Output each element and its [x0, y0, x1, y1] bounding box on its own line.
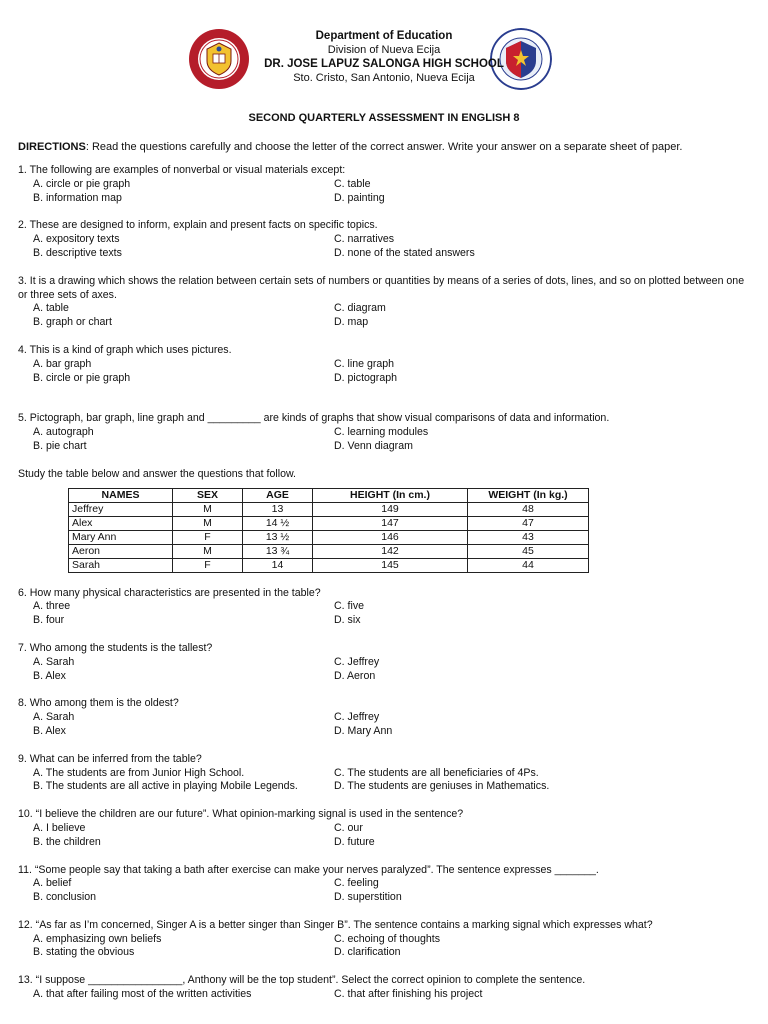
answer-option: A. I believe — [33, 821, 86, 834]
answer-options — [18, 302, 753, 330]
question-item — [18, 642, 753, 683]
table-row — [69, 544, 589, 558]
answer-option: C. line graph — [334, 357, 395, 370]
answer-options — [18, 933, 753, 961]
question-stem: 8. Who among them is the oldest? — [18, 697, 179, 710]
student-table — [68, 488, 589, 573]
answer-option: A. Sarah — [33, 655, 75, 668]
table-header-cell: AGE — [243, 488, 313, 502]
answer-option: B. circle or pie graph — [33, 371, 131, 384]
table-cell: Mary Ann — [69, 530, 173, 544]
table-row — [69, 502, 589, 516]
answer-option: C. feeling — [334, 877, 379, 890]
answer-option: D. clarification — [334, 946, 401, 959]
table-cell: 14 ½ — [243, 516, 313, 530]
question-stem: 4. This is a kind of graph which uses pictures. — [18, 343, 232, 356]
table-cell: Alex — [69, 516, 173, 530]
table-row — [69, 516, 589, 530]
table-body — [69, 502, 589, 572]
answer-options — [18, 426, 753, 454]
division-name: Division of Nueva Ecija — [327, 44, 441, 56]
answer-option: B. pie chart — [33, 439, 87, 452]
table-cell: Sarah — [69, 558, 173, 572]
table-cell: 149 — [313, 502, 468, 516]
answer-option: A. The students are from Junior High School. — [33, 766, 245, 779]
table-header-cell: HEIGHT (In cm.) — [313, 488, 468, 502]
answer-options — [18, 767, 753, 795]
answer-option: A. circle or pie graph — [33, 177, 131, 190]
answer-options — [18, 600, 753, 628]
answer-options — [18, 358, 753, 386]
answer-option: B. Alex — [33, 724, 66, 737]
answer-option: C. diagram — [334, 302, 386, 315]
question-stem: 10. “I believe the children are our future”. What opinion-marking signal is used in the sentence? — [18, 808, 464, 821]
question-stem: 13. “I suppose ________________, Anthony will be the top student”. Select the correct opinion to complete the sentence. — [18, 974, 586, 987]
table-cell: 47 — [468, 516, 589, 530]
question-item — [18, 753, 753, 794]
answer-option: A. three — [33, 600, 71, 613]
answer-option: B. information map — [33, 191, 122, 204]
answer-option: B. conclusion — [33, 891, 97, 904]
answer-options — [18, 988, 753, 1002]
question-item — [18, 275, 753, 330]
page-title: SECOND QUARTERLY ASSESSMENT IN ENGLISH 8 — [248, 112, 520, 124]
answer-option: D. Venn diagram — [334, 439, 413, 452]
answer-option: B. the children — [33, 835, 101, 848]
table-cell: 13 — [243, 502, 313, 516]
letterhead — [0, 28, 768, 88]
table-cell: M — [173, 502, 243, 516]
question-item — [18, 864, 753, 905]
question-item — [18, 697, 753, 738]
table-header-row — [69, 488, 589, 502]
table-header-cell: SEX — [173, 488, 243, 502]
table-cell: F — [173, 558, 243, 572]
answer-options — [18, 822, 753, 850]
answer-option: C. table — [334, 177, 371, 190]
question-stem: 5. Pictograph, bar graph, line graph and _________ are kinds of graphs that show visual comparisons of data and information. — [18, 412, 610, 425]
table-row — [69, 530, 589, 544]
questions-section — [18, 164, 753, 1016]
answer-option: B. graph or chart — [33, 316, 112, 329]
answer-option: A. Sarah — [33, 711, 75, 724]
answer-option: C. Jeffrey — [334, 655, 380, 668]
answer-option: D. Mary Ann — [334, 724, 393, 737]
answer-option: A. that after failing most of the written activities — [33, 988, 252, 1001]
answer-option: D. none of the stated answers — [334, 246, 475, 259]
answer-option: A. table — [33, 302, 69, 315]
study-instruction: Study the table below and answer the questions that follow. — [18, 467, 296, 480]
answer-options — [18, 233, 753, 261]
answer-option: D. six — [334, 614, 361, 627]
answer-option: C. our — [334, 821, 363, 834]
table-cell: F — [173, 530, 243, 544]
question-stem: 3. It is a drawing which shows the relation between certain sets of numbers or quantities by means of a series of dots, lines, and so on plotted between one or three sets of axes. — [18, 274, 745, 301]
question-item — [18, 344, 753, 385]
answer-option: A. emphasizing own beliefs — [33, 932, 162, 945]
answer-option: C. Jeffrey — [334, 711, 380, 724]
answer-option: D. superstition — [334, 891, 402, 904]
questions-group-b — [18, 587, 753, 1002]
directions-text: : Read the questions carefully and choose the letter of the correct answer. Write your answer on a separate sheet of paper. — [85, 141, 683, 153]
table-cell: 48 — [468, 502, 589, 516]
table-cell: Aeron — [69, 544, 173, 558]
directions — [18, 141, 758, 155]
answer-option: B. descriptive texts — [33, 246, 122, 259]
table-cell: 44 — [468, 558, 589, 572]
table-cell: M — [173, 516, 243, 530]
school-name: DR. JOSE LAPUZ SALONGA HIGH SCHOOL — [264, 58, 504, 70]
department-name: Department of Education — [315, 30, 453, 42]
answer-option: D. Aeron — [334, 669, 376, 682]
answer-options — [18, 656, 753, 684]
answer-option: C. echoing of thoughts — [334, 932, 441, 945]
question-item — [18, 164, 753, 205]
answer-option: C. five — [334, 600, 365, 613]
answer-option: D. pictograph — [334, 371, 398, 384]
question-item — [18, 587, 753, 628]
table-header-cell: WEIGHT (In kg.) — [468, 488, 589, 502]
answer-option: D. painting — [334, 191, 385, 204]
question-item — [18, 808, 753, 849]
answer-option: D. The students are geniuses in Mathematics. — [334, 780, 550, 793]
question-stem: 9. What can be inferred from the table? — [18, 752, 202, 765]
answer-option: B. four — [33, 614, 65, 627]
answer-options — [18, 877, 753, 905]
table-cell: Jeffrey — [69, 502, 173, 516]
question-stem: 7. Who among the students is the tallest? — [18, 641, 213, 654]
question-stem: 6. How many physical characteristics are presented in the table? — [18, 586, 321, 599]
table-cell: 142 — [313, 544, 468, 558]
question-item — [18, 919, 753, 960]
answer-option: A. bar graph — [33, 357, 92, 370]
answer-option: B. Alex — [33, 669, 66, 682]
table-cell: 146 — [313, 530, 468, 544]
table-header-cell: NAMES — [69, 488, 173, 502]
table-cell: 45 — [468, 544, 589, 558]
answer-option: A. autograph — [33, 426, 94, 439]
answer-option: B. The students are all active in playing Mobile Legends. — [33, 780, 298, 793]
table-cell: 13 ¾ — [243, 544, 313, 558]
question-stem: 12. “As far as I’m concerned, Singer A is a better singer than Singer B”. The sentence contains a marking signal which expresses what? — [18, 918, 653, 931]
answer-option: D. future — [334, 835, 375, 848]
school-address: Sto. Cristo, San Antonio, Nueva Ecija — [293, 72, 475, 84]
table-cell: 14 — [243, 558, 313, 572]
answer-options — [18, 178, 753, 206]
question-stem: 2. These are designed to inform, explain and present facts on specific topics. — [18, 219, 378, 232]
question-stem: 1. The following are examples of nonverbal or visual materials except: — [18, 164, 346, 176]
table-cell: M — [173, 544, 243, 558]
table-cell: 13 ½ — [243, 530, 313, 544]
table-cell: 147 — [313, 516, 468, 530]
question-item — [18, 974, 753, 1002]
question-stem: 11. “Some people say that taking a bath after exercise can make your nerves paralyzed”. The sentence expresses _______. — [18, 863, 599, 876]
answer-option: A. belief — [33, 877, 72, 890]
spacer — [18, 399, 753, 412]
answer-option: C. narratives — [334, 233, 395, 246]
question-item — [18, 412, 753, 453]
answer-option: A. expository texts — [33, 233, 120, 246]
table-row — [69, 558, 589, 572]
answer-option: D. map — [334, 316, 369, 329]
questions-group-a — [18, 164, 753, 454]
question-item — [18, 219, 753, 260]
directions-label: DIRECTIONS — [18, 141, 86, 153]
answer-option: C. The students are all beneficiaries of 4Ps. — [334, 766, 539, 779]
answer-option: B. stating the obvious — [33, 946, 135, 959]
answer-option: C. learning modules — [334, 426, 429, 439]
answer-option: C. that after finishing his project — [334, 988, 483, 1001]
table-cell: 145 — [313, 558, 468, 572]
answer-options — [18, 711, 753, 739]
table-cell: 43 — [468, 530, 589, 544]
